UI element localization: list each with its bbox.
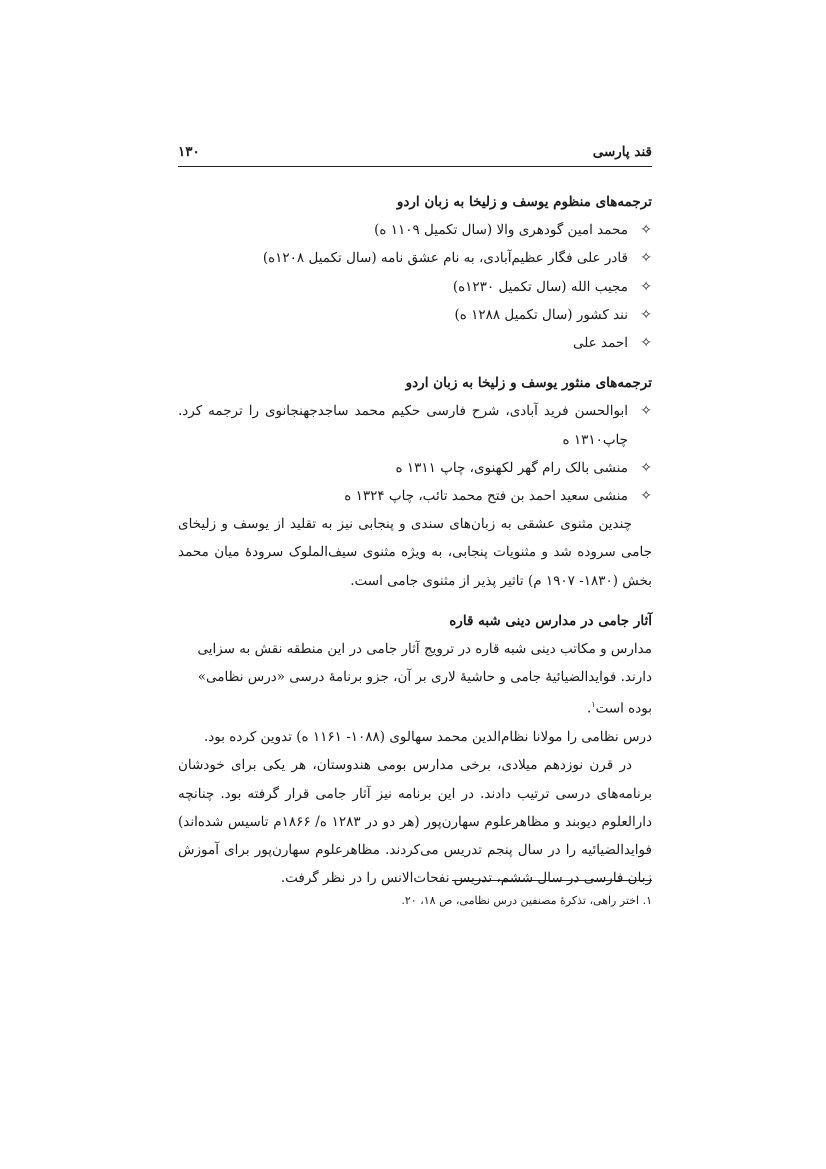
section-heading-verse-translations: ترجمه‌های منظوم یوسف و زلیخا به زبان اردو: [396, 194, 652, 210]
section-heading-prose-translations: ترجمه‌های منثور یوسف و زلیخا به زبان اردو: [405, 375, 652, 392]
paragraph: در قرن نوزدهم میلادی، برخی مدارس بومی هندوستان، هر یکی برای خودشان برنامه‌های درسی ترتیب دادند. در این برنامه نیز آثار جامی قرار گرفته بود. چنانچه دارالعلوم دیوبند و مظاهرعلوم سهارن‌پور (هر دو در ۱۲۸۳ ه/ ۱۸۶۶م تاسیس شده‌اند) فوایدالضیائیه را در سال پنجم تدریس می‌کردند. مظاهرعلوم سهارن‌پور برای آموزش زبان فارسی در سال ششم، تدریس نفحات‌الانس را در نظر گرفت.: [178, 757, 652, 887]
page-number: ۱۳۰: [178, 144, 200, 160]
star-bullet-icon: ✧: [640, 403, 652, 420]
star-bullet-icon: ✧: [640, 488, 652, 505]
list-item: ✧ منشی سعید احمد بن فتح محمد تائب، چاپ ۱۳۲۴ ه: [178, 482, 652, 510]
list-item: ✧ ابوالحسن فرید آبادی، شرح فارسی حکیم محمد ساجدجهنجانوی را ترجمه کرد. چاپ۱۳۱۰ ه: [178, 397, 652, 453]
list-item: ✧ احمد علی: [178, 329, 652, 357]
footnote: ۱. اختر راهی، تذکرهٔ مصنفین درس نظامی، ص ۱۸، ۲۰.: [401, 894, 652, 907]
star-bullet-icon: ✧: [640, 335, 652, 352]
paragraph: چندین مثنوی عشقی به زبان‌های سندی و پنجابی نیز به تقلید از یوسف و زلیخای جامی سروده شد و مثنویات پنجابی، به ویژه مثنوی سیف‌الملوک سرودهٔ میان محمد بخش (۱۸۳۰- ۱۹۰۷ م) تاثیر پذیر از مثنوی جامی است.: [178, 516, 652, 589]
list-item: ✧ قادر علی فگار عظیم‌آبادی، به نام عشق نامه (سال تکمیل ۱۲۰۸ه): [178, 244, 652, 272]
header-divider: [178, 166, 652, 167]
paragraph: مدارس و مکاتب دینی شبه قاره در ترویج آثار جامی در این منطقه نقش به سزایی دارند. فوایدالضیائیهٔ جامی و حاشیهٔ لاری بر آن، جزو برنامهٔ درسی «درس نظامی» بوده است$^۱$.: [197, 641, 652, 717]
star-bullet-icon: ✧: [640, 278, 652, 295]
section-heading-jami-madrasas: آثار جامی در مدارس دینی شبه قاره: [449, 612, 652, 629]
list-item: ✧ مجیب الله (سال تکمیل ۱۲۳۰ه): [178, 273, 652, 301]
list-item: ✧ نند کشور (سال تکمیل ۱۲۸۸ ه): [178, 301, 652, 329]
list-item: ✧ منشی بالک رام گهر لکهنوی، چاپ ۱۳۱۱ ه: [178, 454, 652, 482]
main-text: [178, 188, 652, 892]
star-bullet-icon: ✧: [640, 250, 652, 267]
footnote-reference[interactable]: ۱: [591, 700, 596, 710]
running-header: [178, 144, 652, 164]
star-bullet-icon: ✧: [640, 306, 652, 323]
footnote-divider: [452, 880, 652, 881]
list-item: ✧ محمد امین گودهری والا (سال تکمیل ۱۱۰۹ ه): [178, 216, 652, 244]
book-title: قند پارسی: [592, 144, 652, 160]
paragraph: درس نظامی را مولانا نظام‌الدین محمد سهالوی (۱۰۸۸- ۱۱۶۱ ه) تدوین کرده بود.: [203, 729, 652, 746]
star-bullet-icon: ✧: [640, 222, 652, 239]
star-bullet-icon: ✧: [640, 459, 652, 476]
